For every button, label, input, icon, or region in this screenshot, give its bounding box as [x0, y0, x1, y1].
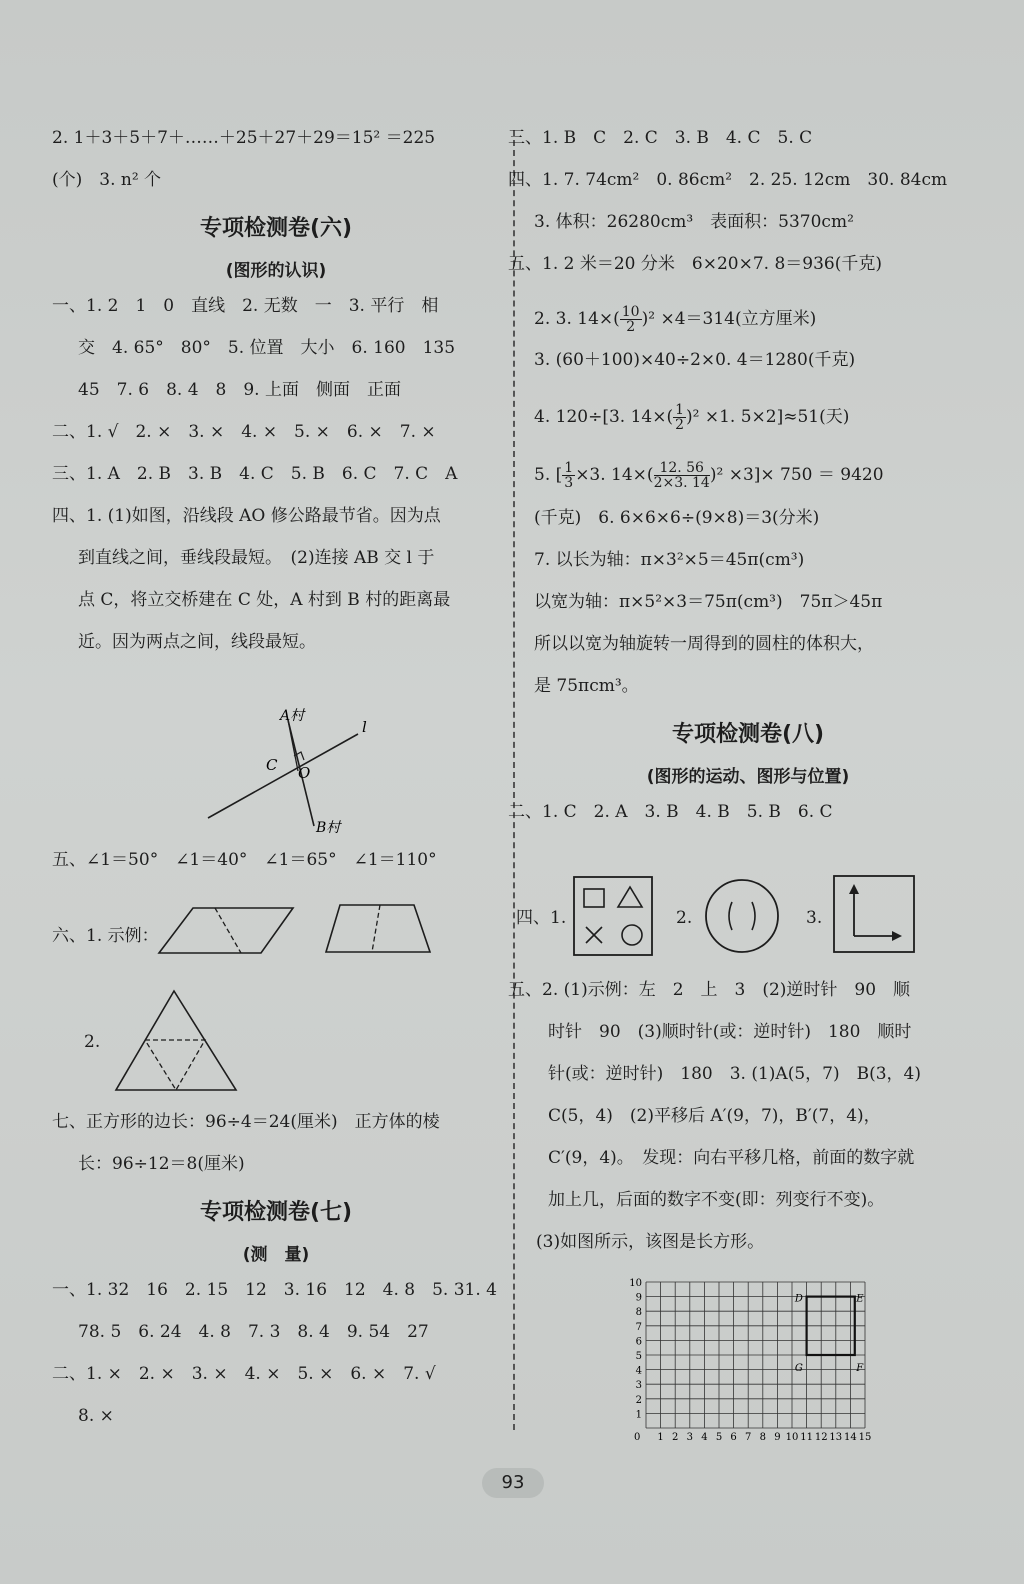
answer-line: 四、1. (1)如图，沿线段 AO 修公路最节省。因为点 [52, 506, 441, 526]
fraction-denominator: 2×3. 14 [653, 475, 710, 491]
answer-line: 五、∠1＝50° ∠1＝40° ∠1＝65° ∠1＝110° [52, 850, 437, 870]
fraction [654, 461, 710, 490]
point-o-label: O [298, 764, 311, 782]
village-a-label: A村 [280, 708, 305, 724]
fraction-numerator: 1 [675, 402, 685, 418]
answer-line: 三、1. B C 2. C 3. B 4. C 5. C [508, 128, 813, 148]
x-tick-label: 13 [829, 1432, 843, 1443]
x-tick-label: 15 [858, 1432, 872, 1443]
section-subtitle-6: (图形的认识) [225, 261, 327, 281]
left-column-cont [52, 846, 500, 888]
x-tick-label: 0 [634, 1432, 641, 1443]
point-label: G [794, 1362, 803, 1374]
answer-line: 二、1. C 2. A 3. B 4. B 5. B 6. C [508, 802, 833, 822]
x-tick-label: 11 [800, 1432, 813, 1443]
x-tick-label: 4 [701, 1432, 708, 1443]
answer-line: 针(或：逆时针) 180 3. (1)A(5，7) B(3，4) [548, 1064, 921, 1084]
shapes-box-figure [572, 875, 654, 957]
answer-line: 交 4. 65° 80° 5. 位置 大小 6. 160 135 [78, 338, 456, 358]
answer-line: 一、1. 2 1 0 直线 2. 无数 一 3. 平行 相 [52, 296, 439, 316]
point-c-label: C [266, 756, 278, 774]
left-column-bottom [52, 1108, 500, 1444]
fraction [673, 403, 686, 432]
section-title-6: 专项检测卷(六) [199, 216, 353, 241]
y-tick-label: 7 [635, 1321, 642, 1333]
answer-line: 2. [84, 1032, 101, 1052]
coordinate-grid [620, 1268, 900, 1444]
answer-line: (3)如图所示，该图是长方形。 [536, 1232, 765, 1252]
answer-line: 近。因为两点之间，线段最短。 [78, 632, 316, 652]
answer-line: C(5，4) (2)平移后 A′(9，7)，B′(7，4)， [548, 1106, 881, 1126]
formula-text: 4. 120÷[3. 14×( [534, 407, 674, 427]
right-column [508, 124, 968, 840]
answer-line: (千克) 6. 6×6×6÷(9×8)＝3(分米) [534, 508, 820, 528]
answer-line: 点 C，将立交桥建在 C 处，A 村到 B 村的距离最 [78, 590, 451, 610]
answer-line: C′(9，4)。 发现：向右平移几格，前面的数字就 [548, 1148, 915, 1168]
formula-text: ×3. 14×( [575, 465, 654, 485]
answer-line: (个) 3. n² 个 [52, 170, 162, 190]
answer-line: 六、1. 示例： [52, 926, 159, 946]
x-tick-label: 3 [686, 1432, 693, 1443]
answer-line: 3. (60＋100)×40÷2×0. 4＝1280(千克) [534, 350, 856, 370]
fraction-numerator: 10 [621, 304, 640, 320]
fraction-denominator: 2 [626, 319, 636, 335]
page-number: 93 [482, 1468, 544, 1498]
circle-figure [702, 876, 782, 956]
trapezoid-figure [322, 902, 434, 956]
answer-line: 五、1. 2 米＝20 分米 6×20×7. 8＝936(千克) [508, 254, 882, 274]
formula-text: )² ×1. 5×2]≈51(天) [686, 407, 850, 427]
fraction-denominator: 2 [675, 417, 685, 433]
x-tick-label: 1 [657, 1432, 664, 1443]
answer-line: 所以以宽为轴旋转一周得到的圆柱的体积大， [534, 634, 874, 654]
village-b-label: B村 [316, 820, 341, 836]
formula-text: )² ×4＝314(立方厘米) [641, 309, 817, 329]
section-title-7: 专项检测卷(七) [199, 1200, 353, 1225]
y-tick-label: 2 [635, 1394, 642, 1406]
answer-line: 45 7. 6 8. 4 8 9. 上面 侧面 正面 [78, 380, 401, 400]
y-tick-label: 5 [635, 1351, 642, 1362]
answer-line: 78. 5 6. 24 4. 8 7. 3 8. 4 9. 54 27 [78, 1322, 429, 1342]
section-subtitle-8: (图形的运动、图形与位置) [646, 767, 850, 787]
x-tick-label: 8 [759, 1432, 766, 1443]
x-tick-label: 7 [745, 1432, 752, 1443]
x-tick-label: 6 [730, 1432, 737, 1443]
answer-line: 时针 90 (3)顺时针(或：逆时针) 180 顺时 [548, 1022, 912, 1042]
answer-line: 五、2. (1)示例：左 2 上 3 (2)逆时针 90 顺 [508, 980, 911, 1000]
road-diagram [190, 700, 390, 840]
x-tick-label: 9 [774, 1432, 781, 1443]
y-tick-label: 10 [629, 1278, 642, 1289]
answer-line: 加上几，后面的数字不变(即：列变行不变)。 [548, 1190, 885, 1210]
answer-line: 四、1. [516, 908, 567, 928]
y-tick-label: 8 [635, 1307, 642, 1319]
point-label: D [794, 1293, 803, 1305]
column-divider [513, 130, 515, 1430]
answer-line: 一、1. 32 16 2. 15 12 3. 16 12 4. 8 5. 31. 4 [52, 1280, 497, 1300]
answer-line: 是 75πcm³。 [534, 676, 639, 696]
answer-line: 七、正方形的边长：96÷4＝24(厘米) 正方体的棱 [52, 1112, 440, 1132]
y-tick-label: 9 [635, 1292, 642, 1304]
formula-text: )² ×3]× 750 ＝ 9420 [709, 465, 884, 485]
x-tick-label: 2 [672, 1432, 679, 1443]
fraction-numerator: 12. 56 [654, 461, 710, 476]
formula-line [528, 446, 968, 504]
answer-line: 三、1. A 2. B 3. B 4. C 5. B 6. C 7. C A [52, 464, 458, 484]
x-tick-label: 12 [814, 1432, 828, 1443]
triangle-figure [112, 988, 240, 1094]
answer-line: 长：96÷12＝8(厘米) [78, 1154, 245, 1174]
answer-line: 到直线之间，垂线段最短。 (2)连接 AB 交 l 于 [78, 548, 435, 568]
formula-line [528, 388, 968, 446]
fraction [562, 461, 575, 490]
answer-line: 2. [676, 908, 693, 928]
arrow-box-figure [832, 874, 916, 954]
right-column-bottom [508, 976, 968, 1270]
y-tick-label: 6 [635, 1336, 642, 1348]
answer-line: 二、1. √ 2. × 3. × 4. × 5. × 6. × 7. × [52, 422, 436, 442]
fraction [620, 305, 642, 334]
x-tick-label: 14 [844, 1432, 857, 1443]
fraction-numerator: 1 [564, 460, 574, 476]
y-tick-label: 3 [635, 1380, 642, 1392]
x-tick-label: 5 [715, 1432, 723, 1443]
line-l-label: l [362, 718, 367, 736]
y-tick-label: 4 [635, 1365, 642, 1377]
point-label: E [856, 1293, 864, 1305]
answer-line: 二、1. × 2. × 3. × 4. × 5. × 6. × 7. √ [52, 1364, 436, 1384]
x-tick-label: 10 [785, 1432, 799, 1443]
answer-line: 8. × [78, 1406, 114, 1426]
fraction-denominator: 3 [564, 475, 574, 491]
formula-text: 2. 3. 14×( [534, 309, 620, 329]
answer-line: 2. 1＋3＋5＋7＋……＋25＋27＋29＝15² ＝225 [52, 128, 436, 148]
answer-line: 7. 以长为轴：π×3²×5＝45π(cm³) [534, 550, 805, 570]
point-label: F [856, 1362, 864, 1374]
formula-text: 5. [ [534, 465, 563, 485]
section-title-8: 专项检测卷(八) [671, 722, 825, 747]
answer-line: 四、1. 7. 74cm² 0. 86cm² 2. 25. 12cm 30. 84cm [508, 170, 948, 190]
answer-line: 3. [806, 908, 823, 928]
answer-line: 以宽为轴：π×5²×3＝75π(cm³) 75π＞45π [534, 592, 883, 612]
answer-line: 3. 体积：26280cm³ 表面积：5370cm² [534, 212, 854, 232]
parallelogram-figure [155, 905, 300, 957]
y-tick-label: 1 [635, 1409, 642, 1421]
section-subtitle-7: (测 量) [242, 1245, 310, 1265]
left-column [52, 124, 500, 670]
formula-line [528, 292, 968, 346]
